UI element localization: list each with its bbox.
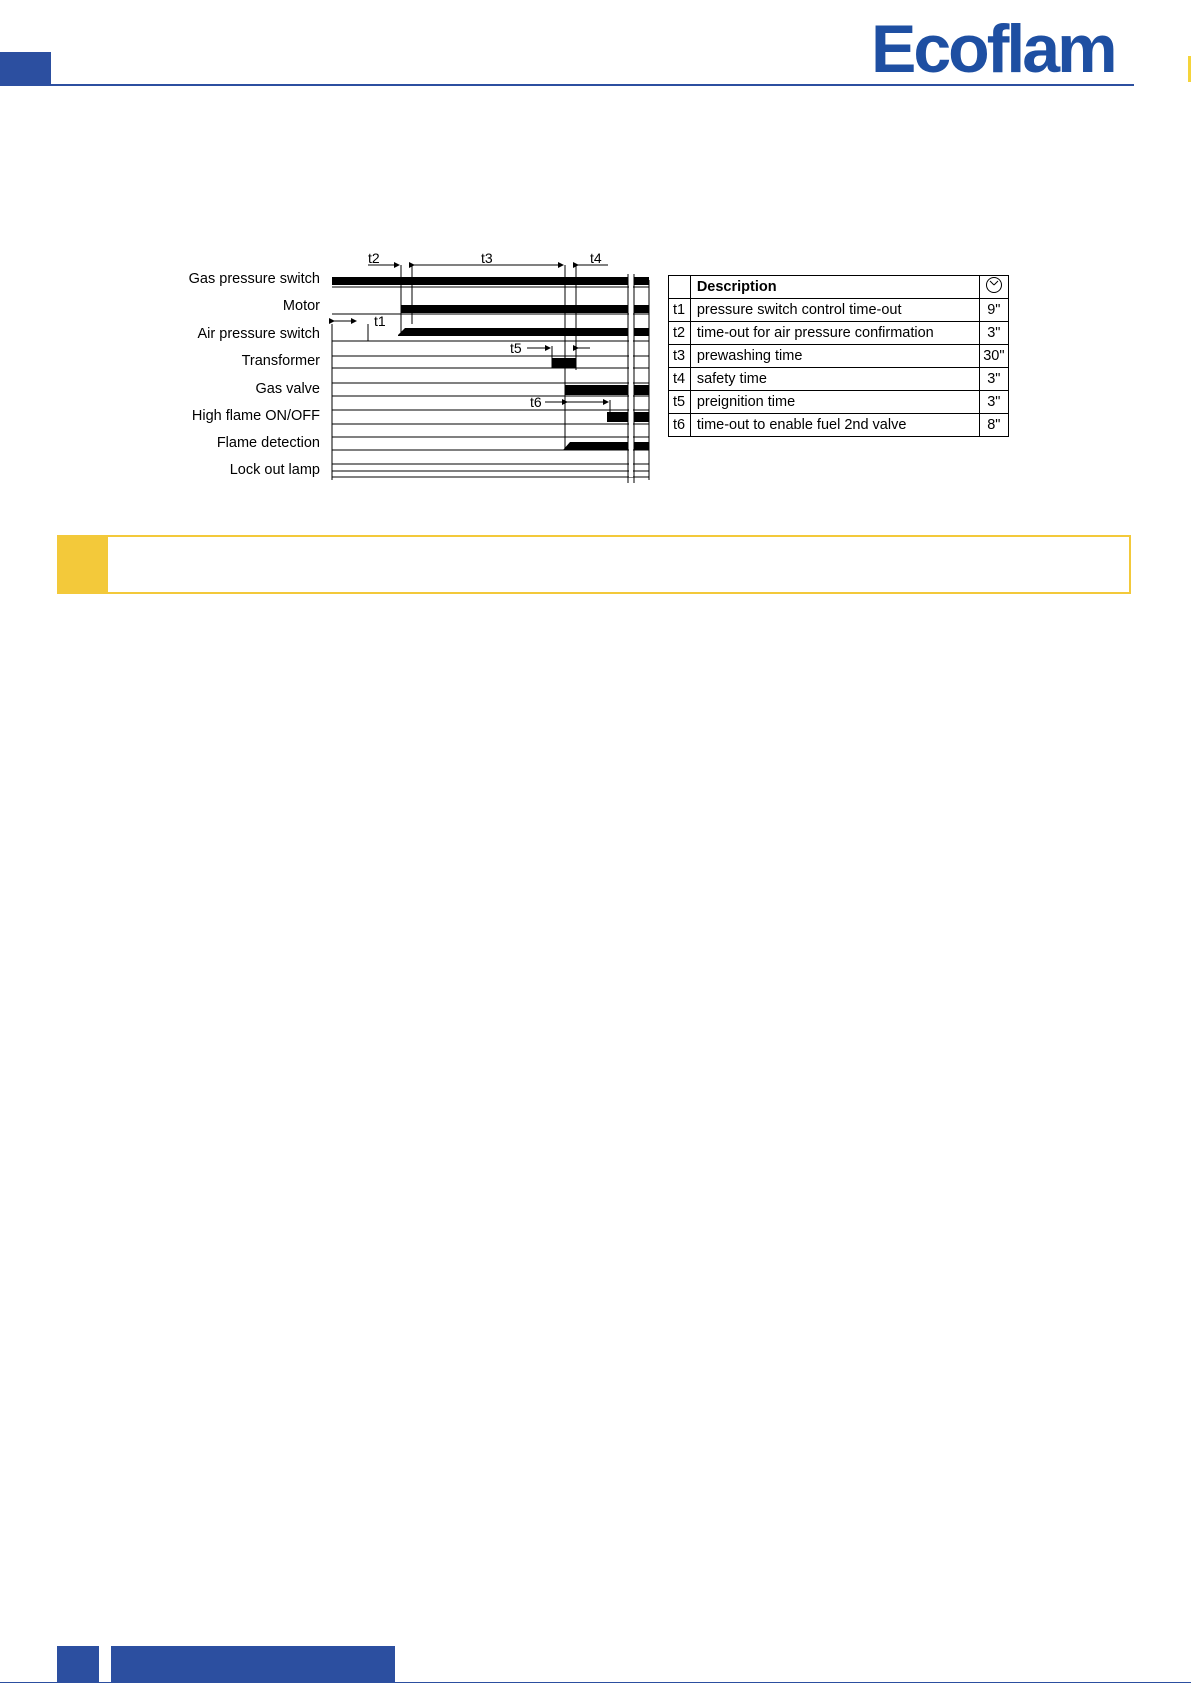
legend-header-row [669,276,1009,299]
footer-rule [0,1682,1191,1683]
legend-code: t6 [669,414,691,437]
clock-icon [984,276,1004,294]
row-label: Gas valve [255,381,320,397]
interval-label-t4: t4 [590,250,602,266]
brand-logo: Ecoflam [871,16,1115,82]
legend-description: pressure switch control time-out [690,299,979,322]
row-label: Lock out lamp [229,462,320,478]
legend-code: t5 [669,391,691,414]
row-label: Motor [282,298,320,314]
legend-value: 3" [979,391,1008,414]
legend-code: t3 [669,345,691,368]
legend-row [669,368,1009,391]
row-label: Gas pressure switch [188,271,320,287]
legend-description: preignition time [690,391,979,414]
legend-code: t2 [669,322,691,345]
legend-row [669,391,1009,414]
legend-row [669,299,1009,322]
legend-description: time-out to enable fuel 2nd valve [690,414,979,437]
interval-label-t1: t1 [374,313,386,329]
interval-label-t2: t2 [368,250,380,266]
note-box [57,535,1131,594]
timing-diagram [160,250,660,486]
note-accent-bar [59,537,108,592]
row-label: High flame ON/OFF [191,408,320,424]
row-label: Air pressure switch [197,326,320,342]
footer-band [111,1646,395,1682]
legend-row [669,414,1009,437]
legend-row [669,322,1009,345]
legend-code: t1 [669,299,691,322]
legend-description: time-out for air pressure confirmation [690,322,979,345]
timing-legend-table [668,275,1009,437]
footer-page-box [57,1646,99,1682]
legend-row [669,345,1009,368]
legend-description: prewashing time [690,345,979,368]
legend-code: t4 [669,368,691,391]
legend-value: 9" [979,299,1008,322]
legend-value: 8" [979,414,1008,437]
row-label: Transformer [241,353,320,369]
legend-value: 3" [979,322,1008,345]
legend-value: 30" [979,345,1008,368]
header-rule [0,84,1134,86]
interval-label-t5: t5 [510,340,522,356]
interval-label-t3: t3 [481,250,493,266]
interval-label-t6: t6 [530,394,542,410]
legend-description: safety time [690,368,979,391]
row-label: Flame detection [216,435,320,451]
legend-header-description: Description [690,276,979,299]
header-tab [0,52,51,85]
legend-value: 3" [979,368,1008,391]
